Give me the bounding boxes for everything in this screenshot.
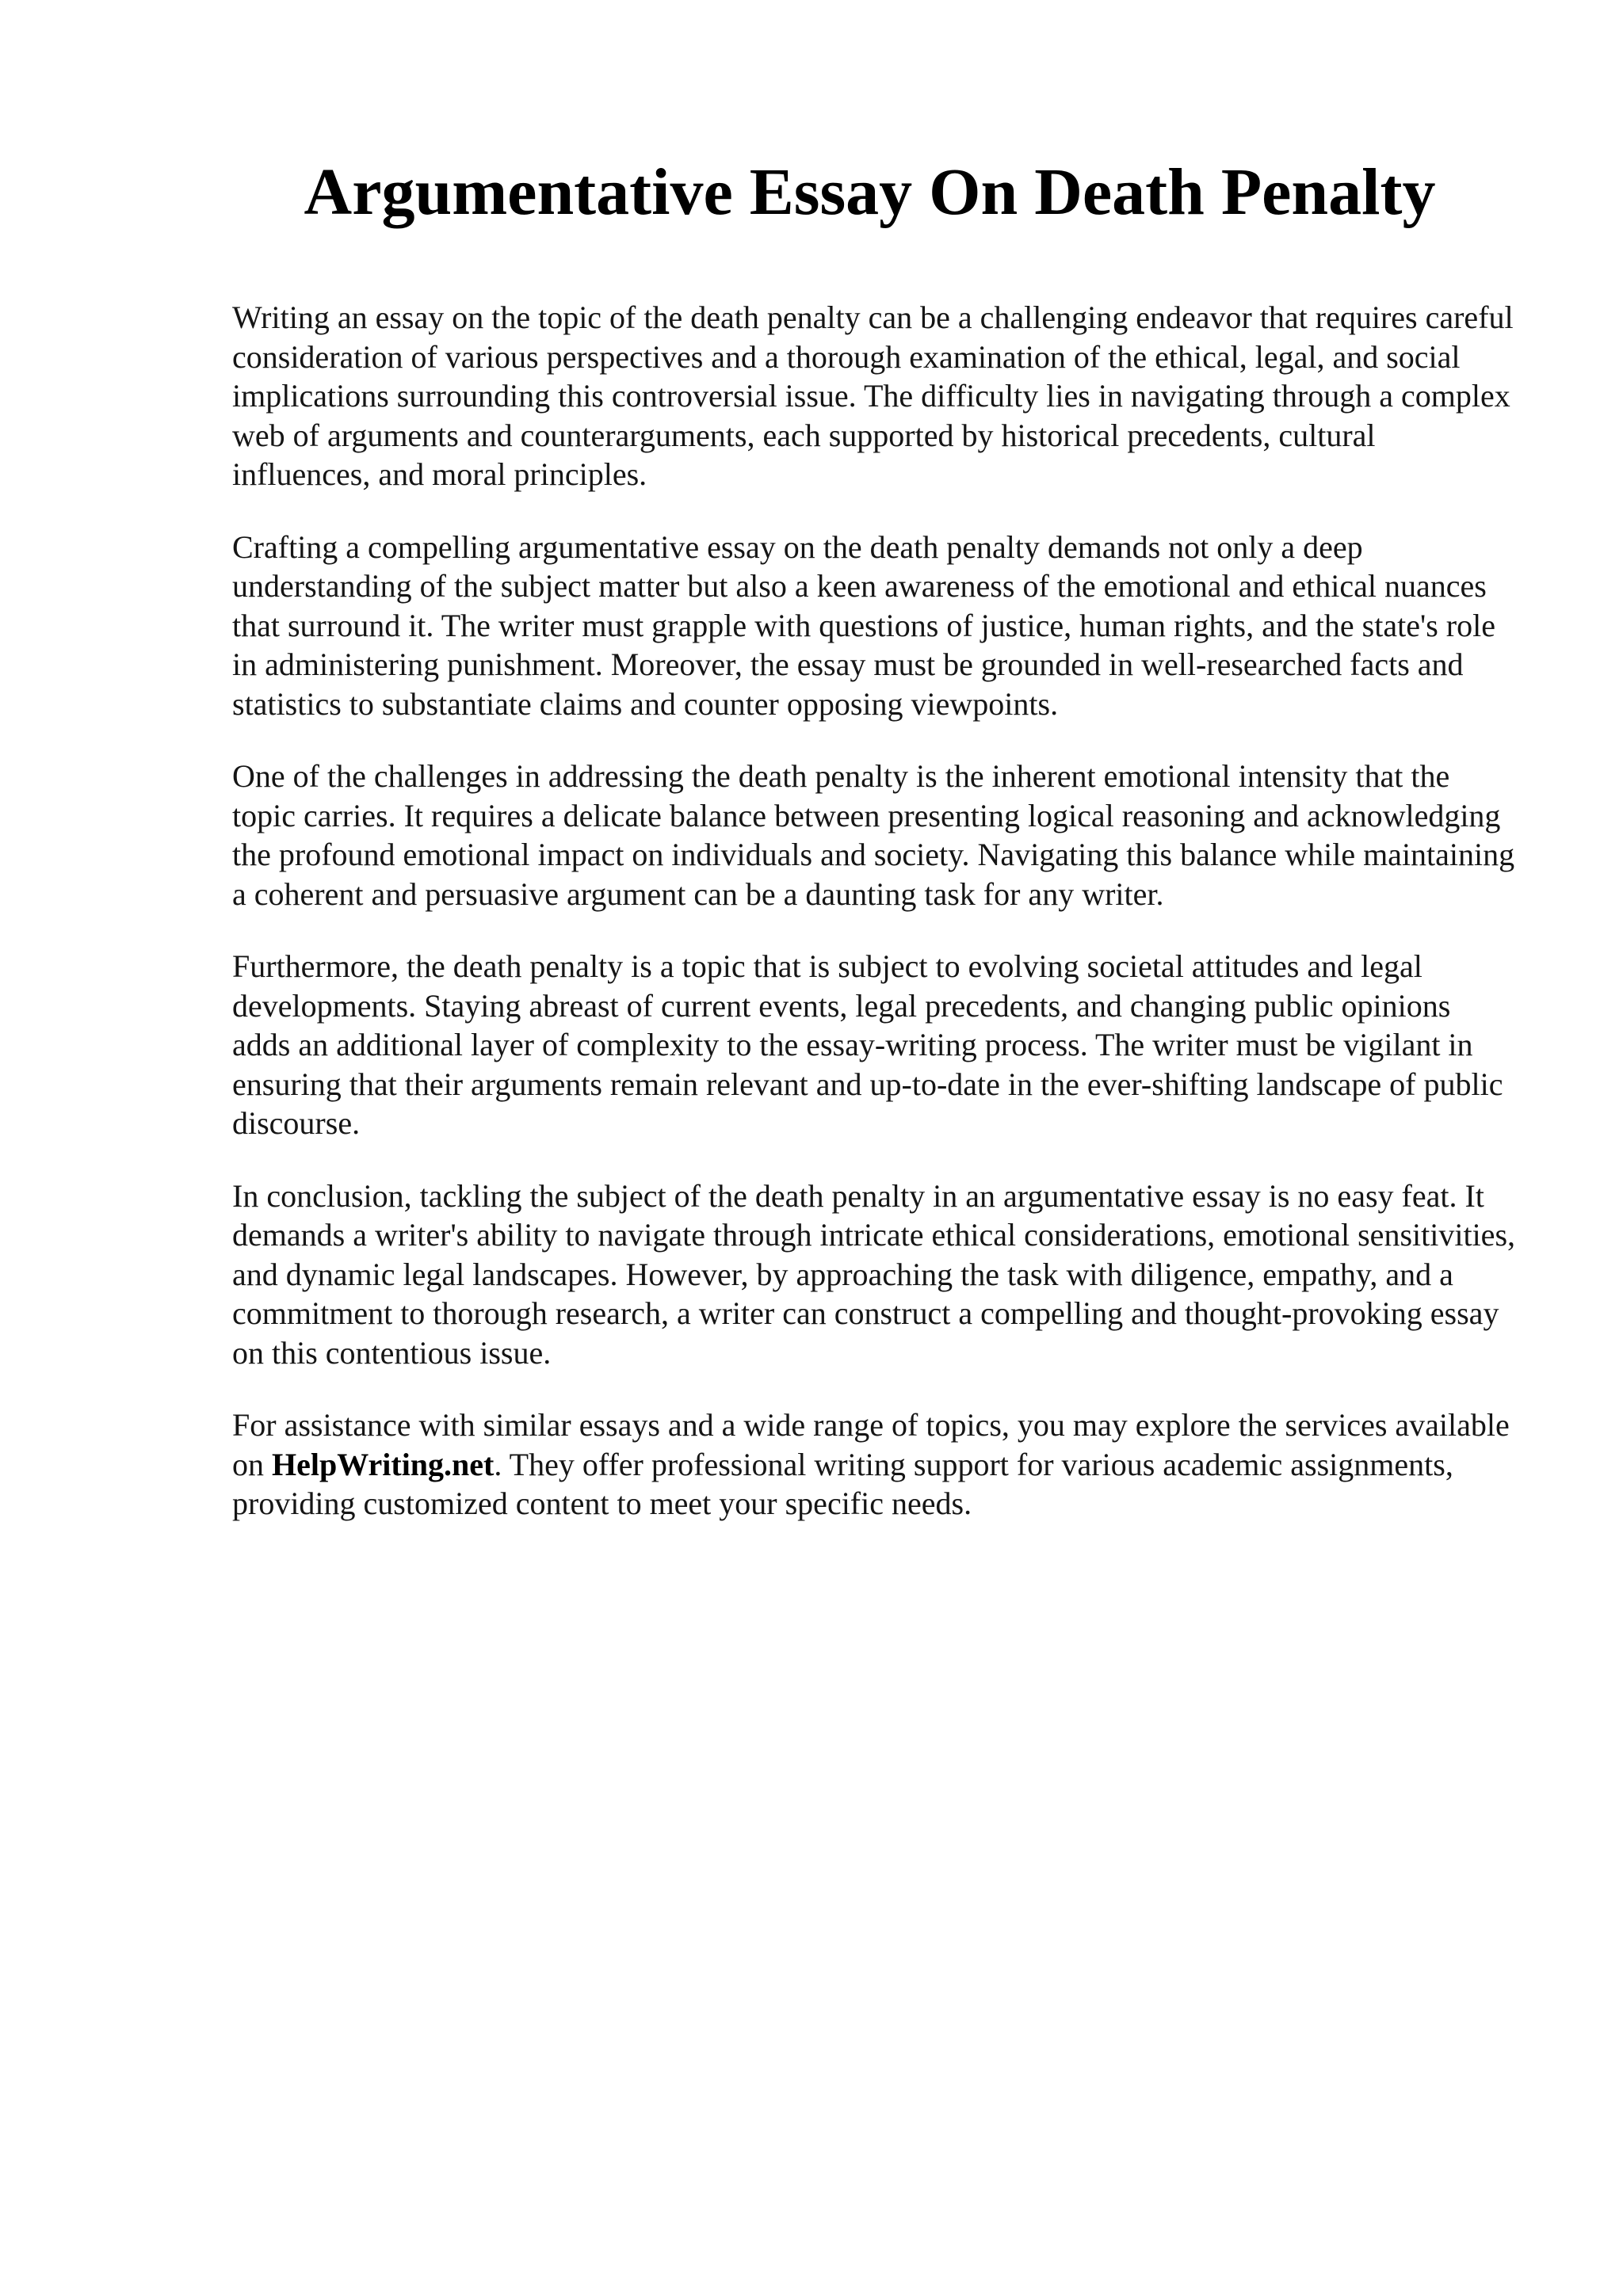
- paragraph-2: Crafting a compelling argumentative essay on the death penalty demands not only a deep understanding of the subject matter but also a keen awareness of the emotional and ethical nuances that surround it. The writer must grapple with questions of justice, human rights, and the state's role in administering punishment. Moreover, the essay must be grounded in well-researched facts and statistics to substantiate claims and counter opposing viewpoints.: [232, 528, 1495, 722]
- closing-text-before-link: For assistance with similar essays and a wide range of topics, you may explore the services available on: [232, 1407, 1510, 1482]
- paragraph-3: One of the challenges in addressing the death penalty is the inherent emotional intensity that the topic carries. It requires a delicate balance between presenting logical reasoning and acknowledging the profound emotional impact on individuals and society. Navigating this balance while maintaining a coherent and persuasive argument can be a daunting task for any writer.: [232, 758, 1515, 912]
- paragraph-1: Writing an essay on the topic of the death penalty can be a challenging endeavor that requires careful consideration of various perspectives and a thorough examination of the ethical, legal, and social implications surrounding this controversial issue. The difficulty lies in navigating through a complex web of arguments and counterarguments, each supported by historical precedents, cultural influences, and moral principles.: [232, 299, 1514, 492]
- essay-body: [232, 298, 1516, 1557]
- paragraph-4: Furthermore, the death penalty is a topic that is subject to evolving societal attitudes and legal developments. Staying abreast of current events, legal precedents, and changing public opinions adds an additional layer of complexity to the essay-writing process. The writer must be vigilant in ensuring that their arguments remain relevant and up-to-date in the ever-shifting landscape of public discourse.: [232, 948, 1503, 1141]
- closing-paragraph: [232, 1405, 1516, 1524]
- closing-text-after-link: . They offer professional writing support for various academic assignments, providing customized content to meet your specific needs.: [232, 1446, 1453, 1521]
- helpwriting-link[interactable]: HelpWriting.net: [272, 1446, 495, 1482]
- paragraph-5: In conclusion, tackling the subject of the death penalty in an argumentative essay is no easy feat. It demands a writer's ability to navigate through intricate ethical considerations, emotional sensitivities, and dynamic legal landscapes. However, by approaching the task with diligence, empathy, and a commitment to thorough research, a writer can construct a compelling and thought-provoking essay on this contentious issue.: [232, 1177, 1516, 1371]
- page-title: Argumentative Essay On Death Penalty: [304, 155, 1436, 229]
